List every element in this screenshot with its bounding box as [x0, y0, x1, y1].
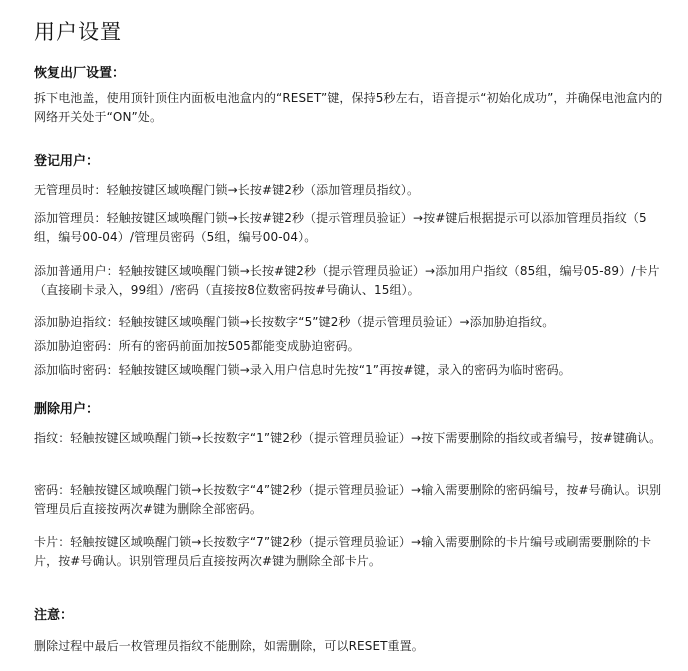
register-add-user: 添加普通用户：轻触按键区域唤醒门锁→长按#键2秒（提示管理员验证）→添加用户指纹（85组，编号05-89）/卡片（直接刷卡录入，99组）/密码（直接按8位数密码按#号确认、15组）。: [34, 264, 660, 297]
register-heading: 登记用户：: [34, 154, 100, 169]
register-no-admin: 无管理员时：轻触按键区域唤醒门锁→长按#键2秒（添加管理员指纹）。: [34, 183, 420, 197]
register-duress-password: 添加胁迫密码：所有的密码前面加按505都能变成胁迫密码。: [34, 339, 360, 353]
register-add-admin: 添加管理员：轻触按键区域唤醒门锁→长按#键2秒（提示管理员验证）→按#键后根据提示可以添加管理员指纹（5组，编号00-04）/管理员密码（5组，编号00-04）。: [34, 211, 647, 244]
factory-reset-text: 拆下电池盖，使用顶针顶住内面板电池盒内的“RESET”键，保持5秒左右，语音提示“初始化成功”，并确保电池盒内的网络开关处于“ON”处。: [34, 91, 663, 124]
delete-card: 卡片：轻触按键区域唤醒门锁→长按数字“7”键2秒（提示管理员验证）→输入需要删除的卡片编号或刷需要删除的卡片，按#号确认。识别管理员后直接按两次#键为删除全部卡片。: [34, 535, 652, 568]
page-title: 用户设置: [34, 20, 122, 44]
register-temp-password: 添加临时密码：轻触按键区域唤醒门锁→录入用户信息时先按“1”再按#键，录入的密码为临时密码。: [34, 363, 571, 377]
delete-password: 密码：轻触按键区域唤醒门锁→长按数字“4”键2秒（提示管理员验证）→输入需要删除的密码编号，按#号确认。识别管理员后直接按两次#键为删除全部密码。: [34, 483, 662, 516]
delete-fingerprint: 指纹：轻触按键区域唤醒门锁→长按数字“1”键2秒（提示管理员验证）→按下需要删除的指纹或者编号，按#键确认。: [34, 431, 662, 445]
factory-reset-heading: 恢复出厂设置：: [34, 66, 126, 81]
register-duress-fingerprint: 添加胁迫指纹：轻触按键区域唤醒门锁→长按数字“5”键2秒（提示管理员验证）→添加胁迫指纹。: [34, 315, 555, 329]
note-text: 删除过程中最后一枚管理员指纹不能删除，如需删除，可以RESET重置。: [34, 639, 424, 653]
delete-heading: 删除用户：: [34, 402, 100, 417]
note-heading: 注意：: [34, 608, 74, 623]
